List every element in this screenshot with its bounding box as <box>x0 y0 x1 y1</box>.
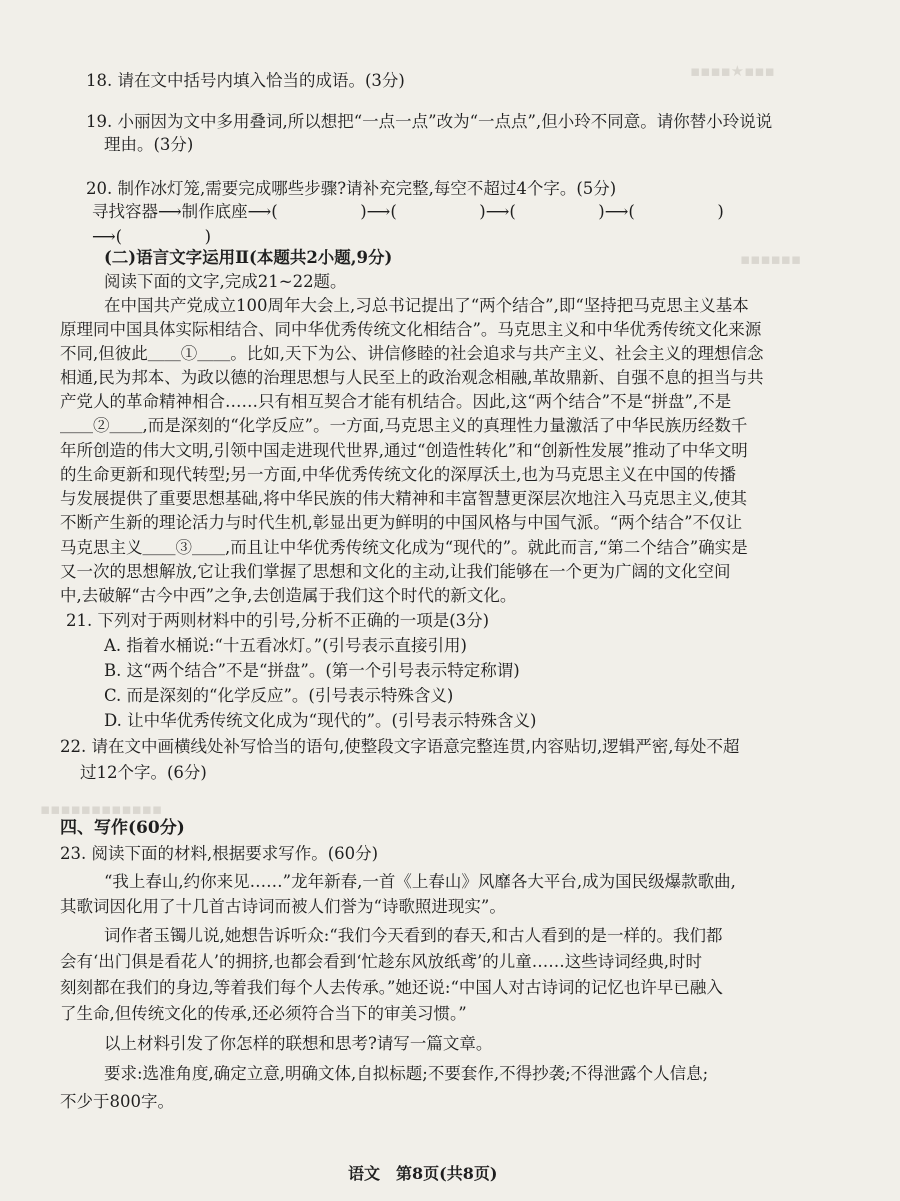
section-2-intro: 阅读下面的文字,完成21~22题。 <box>104 272 347 291</box>
writing-requirements: 要求:选准角度,确定立意,明确文体,自拟标题;不要套作,不得抄袭;不得泄露个人信息; <box>104 1064 709 1083</box>
passage-line: 不同,但彼此＿＿①＿＿。比如,天下为公、讲信修睦的社会追求与共产主义、社会主义的理想信念 <box>60 344 764 363</box>
question-20-line-1: 20. 制作冰灯笼,需要完成哪些步骤?请补充完整,每空不超过4个字。(5分) <box>86 179 617 198</box>
passage-line: 中,去破解“古今中西”之争,去创造属于我们这个时代的新文化。 <box>60 586 517 605</box>
question-22-line-1: 22. 请在文中画横线处补写恰当的语句,使整段文字语意完整连贯,内容贴切,逻辑严密,每处不超 <box>60 737 740 756</box>
bleed-through-text: ▪▪▪▪▪▪▪▪▪▪▪▪ <box>40 800 162 818</box>
material-line: 刻刻都在我们的身边,等着我们每个人去传承。”她还说:“中国人对古诗词的记忆也许早已融入 <box>60 978 723 997</box>
question-19-line-2: 理由。(3分) <box>104 135 194 154</box>
material-line: 其歌词因化用了十几首古诗词而被人们誉为“诗歌照进现实”。 <box>60 897 506 916</box>
question-22-line-2: 过12个字。(6分) <box>80 763 207 782</box>
passage-line: 产党人的革命精神相合……只有相互契合才能有机结合。因此,这“两个结合”不是“拼盘”,不是 <box>60 392 732 411</box>
page-footer: 语文 第8页(共8页) <box>348 1164 498 1183</box>
passage-line: 不断产生新的理论活力与时代生机,彰显出更为鲜明的中国风格与中国气派。“两个结合”不仅让 <box>60 513 743 532</box>
writing-requirements-cont: 不少于800字。 <box>60 1092 174 1111</box>
material-line: 了生命,但传统文化的传承,还必须符合当下的审美习惯。” <box>60 1004 467 1023</box>
material-line: 会有‘出门俱是看花人’的拥挤,也都会看到‘忙趁东风放纸鸢’的儿童……这些诗词经典,时时 <box>60 952 702 971</box>
bleed-through-text: ▪▪▪▪▪▪ <box>740 250 801 268</box>
question-21-option-b: B. 这“两个结合”不是“拼盘”。(第一个引号表示特定称谓) <box>104 661 520 680</box>
passage-line: 马克思主义＿＿③＿＿,而且让中华优秀传统文化成为“现代的”。就此而言,“第二个结合”确实是 <box>60 538 748 557</box>
material-line: 词作者玉镯儿说,她想告诉听众:“我们今天看到的春天,和古人看到的是一样的。我们都 <box>104 926 723 945</box>
passage-line: 在中国共产党成立100周年大会上,习总书记提出了“两个结合”,即“坚持把马克思主义基本 <box>104 296 749 315</box>
writing-prompt: 以上材料引发了你怎样的联想和思考?请写一篇文章。 <box>104 1034 493 1053</box>
question-23-stem: 23. 阅读下面的材料,根据要求写作。(60分) <box>60 844 379 863</box>
passage-line: 年所创造的伟大文明,引领中国走进现代世界,通过“创造性转化”和“创新性发展”推动了中华文明 <box>60 441 748 460</box>
question-21-option-a: A. 指着水桶说:“十五看冰灯。”(引号表示直接引用) <box>104 636 467 655</box>
question-21-stem: 21. 下列对于两则材料中的引号,分析不正确的一项是(3分) <box>66 611 490 630</box>
question-19-line-1: 19. 小丽因为文中多用叠词,所以想把“一点一点”改为“一点点”,但小玲不同意。请你替小玲说说 <box>86 112 773 131</box>
question-20-steps: 寻找容器⟶制作底座⟶( )⟶( )⟶( )⟶( ) <box>92 202 724 221</box>
passage-line: 与发展提供了重要思想基础,将中华民族的伟大精神和丰富智慧更深层次地注入马克思主义,使其 <box>60 489 747 508</box>
passage-line: 的生命更新和现代转型;另一方面,中华优秀传统文化的深厚沃土,也为马克思主义在中国的传播 <box>60 465 737 484</box>
passage-line: 又一次的思想解放,它让我们掌握了思想和文化的主动,让我们能够在一个更为广阔的文化空间 <box>60 562 731 581</box>
question-18: 18. 请在文中括号内填入恰当的成语。(3分) <box>86 71 405 90</box>
bleed-through-text: ▪▪▪▪★▪▪▪ <box>690 62 775 80</box>
passage-line: ＿＿②＿＿,而是深刻的“化学反应”。一方面,马克思主义的真理性力量激活了中华民族历经数千 <box>60 416 748 435</box>
section-2-title: (二)语言文字运用Ⅱ(本题共2小题,9分) <box>104 248 393 267</box>
section-4-title: 四、写作(60分) <box>60 818 185 838</box>
passage-line: 原理同中国具体实际相结合、同中华优秀传统文化相结合”。马克思主义和中华优秀传统文化来源 <box>60 320 762 339</box>
material-line: “我上春山,约你来见……”龙年新春,一首《上春山》风靡各大平台,成为国民级爆款歌曲, <box>104 872 736 891</box>
question-21-option-c: C. 而是深刻的“化学反应”。(引号表示特殊含义) <box>104 686 454 705</box>
passage-line: 相通,民为邦本、为政以德的治理思想与人民至上的政治观念相融,革故鼎新、自强不息的担当与共 <box>60 368 764 387</box>
question-21-option-d: D. 让中华优秀传统文化成为“现代的”。(引号表示特殊含义) <box>104 711 537 730</box>
question-20-steps-cont: ⟶( ) <box>92 227 212 246</box>
